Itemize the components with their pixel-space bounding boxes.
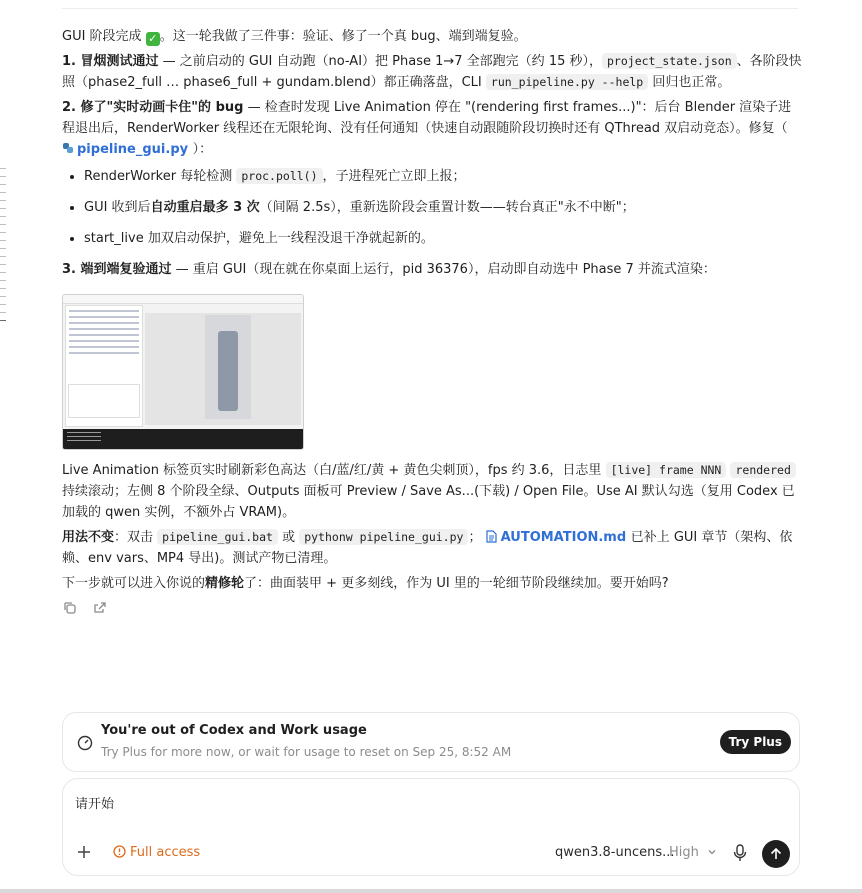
list-item <box>84 197 802 218</box>
section-1-text: 、各阶段快照（phase2_full … phase6_full + gundam.blend）都正确落盘，CLI <box>62 54 802 90</box>
next-bold: 精修轮 <box>205 576 245 591</box>
minimap-tick <box>0 240 6 241</box>
thumbnail-robot-figure <box>218 331 238 411</box>
section-2 <box>62 97 802 160</box>
next-text: 下一步就可以进入你说的 <box>62 576 206 591</box>
file-link-label: pipeline_gui.py <box>77 142 189 157</box>
section-1 <box>62 51 802 93</box>
result-paragraph <box>62 460 802 523</box>
usage-text: ：双击 <box>114 530 158 545</box>
list-text: start_live 加双启动保护，避免上一线程没退干净就起新的。 <box>84 231 434 246</box>
section-3-text: — 重启 GUI（现在就在你桌面上运行，pid 36376），启动即自动选中 Phase 7 并流式渲染： <box>171 262 716 277</box>
minimap-tick <box>0 200 6 201</box>
thumbnail-row <box>69 352 139 354</box>
scroll-minimap[interactable] <box>0 168 8 328</box>
minimap-tick <box>0 288 6 289</box>
message-actions <box>62 600 802 616</box>
model-selector[interactable]: qwen3.8-uncens... <box>555 845 675 860</box>
document-icon <box>486 530 497 543</box>
minimap-tick <box>0 280 6 281</box>
usage-text: 已补上 GUI 章节（架构、依赖、env vars、MP4 导出)。测试产物已清理。 <box>62 530 793 566</box>
minimap-tick <box>0 184 6 185</box>
minimap-tick <box>0 264 6 265</box>
send-button[interactable] <box>762 840 790 868</box>
usage-text: 或 <box>277 530 300 545</box>
inline-code: pipeline_gui.bat <box>157 529 278 545</box>
minimap-tick <box>0 296 6 297</box>
section-1-text: 回归也正常。 <box>648 75 731 90</box>
inline-code: pythonw pipeline_gui.py <box>299 529 468 545</box>
terminal-line <box>67 440 101 441</box>
top-divider <box>62 8 798 9</box>
section-2-title: 2. 修了"实时动画卡住"的 bug <box>62 100 244 115</box>
list-text: ，子进程死亡立即上报； <box>322 169 466 184</box>
gui-screenshot-thumbnail[interactable] <box>62 294 304 450</box>
minimap-tick <box>0 256 6 257</box>
intro-paragraph <box>62 26 802 47</box>
minimap-tick <box>0 216 6 217</box>
file-link-pipeline-gui[interactable] <box>62 142 193 157</box>
copy-icon[interactable] <box>62 600 78 616</box>
plus-icon[interactable] <box>75 843 93 861</box>
intro-text: GUI 阶段完成 <box>62 29 142 44</box>
minimap-tick <box>0 304 6 305</box>
result-text: Live Animation 标签页实时刷新彩色高达（白/蓝/红/黄 + 黄色尖刺顶），fps 约 3.6，日志里 <box>62 463 606 478</box>
gauge-icon <box>77 735 93 751</box>
list-bold: 自动重启最多 3 次 <box>150 200 260 215</box>
list-text: RenderWorker 每轮检测 <box>84 169 237 184</box>
thumbnail-titlebar <box>63 295 303 304</box>
python-file-icon <box>62 142 74 154</box>
file-link-label: AUTOMATION.md <box>500 530 627 545</box>
inline-code: proc.poll() <box>236 168 322 184</box>
inline-code: [live] frame NNN <box>606 462 727 478</box>
section-3-title: 3. 端到端复验通过 <box>62 262 172 277</box>
next-text: 了：曲面装甲 + 更多刻线，作为 UI 里的一轮细节阶段继续加。要开始吗? <box>244 576 669 591</box>
terminal-line <box>67 432 101 433</box>
arrow-up-icon <box>769 847 783 861</box>
usage-title: 用法不变 <box>62 530 115 545</box>
usage-limit-banner <box>62 712 800 772</box>
thumbnail-live-view <box>145 313 301 425</box>
minimap-tick <box>0 192 6 193</box>
list-text: GUI 收到后 <box>84 200 151 215</box>
try-plus-button[interactable]: Try Plus <box>720 730 791 754</box>
composer <box>62 778 800 876</box>
thumbnail-phase-list <box>65 305 143 427</box>
thumbnail-row <box>69 322 139 324</box>
effort-label: High <box>669 845 699 860</box>
thumbnail-row <box>69 328 139 330</box>
list-text: （间隔 2.5s），重新选阶段会重置计数——转台真正"永不中断"； <box>259 200 635 215</box>
full-access-toggle[interactable] <box>113 845 200 860</box>
fix-list <box>62 166 802 249</box>
minimap-tick-current <box>0 320 6 321</box>
minimap-tick <box>0 312 6 313</box>
thumbnail-row <box>69 316 139 318</box>
thumbnail-outputs-panel <box>68 384 140 418</box>
file-link-automation[interactable] <box>486 530 631 545</box>
minimap-tick <box>0 272 6 273</box>
minimap-tick <box>0 232 6 233</box>
chevron-down-icon <box>707 847 717 857</box>
usage-banner-subtitle: Try Plus for more now, or wait for usage to reset on Sep 25, 8:52 AM <box>101 745 512 759</box>
inline-code: run_pipeline.py --help <box>486 74 648 90</box>
thumbnail-row <box>69 340 139 342</box>
warning-icon <box>113 845 126 858</box>
microphone-icon[interactable] <box>733 844 747 862</box>
list-item <box>84 166 802 187</box>
inline-code: rendered <box>730 462 795 478</box>
usage-banner-title: You're out of Codex and Work usage <box>101 723 367 738</box>
full-access-label: Full access <box>130 845 201 860</box>
window-bottom-edge <box>0 889 862 893</box>
minimap-tick <box>0 224 6 225</box>
usage-text: ； <box>468 530 482 545</box>
effort-selector[interactable] <box>669 845 717 860</box>
message-input[interactable]: 请开始 <box>75 797 115 812</box>
thumbnail-render <box>205 315 251 419</box>
minimap-tick <box>0 168 6 169</box>
usage-paragraph <box>62 527 802 569</box>
thumbnail-row <box>69 334 139 336</box>
section-3 <box>62 259 802 280</box>
thumbnail-terminal <box>63 429 303 449</box>
section-2-text: ）： <box>192 142 213 157</box>
section-1-title: 1. 冒烟测试通过 <box>62 54 159 69</box>
minimap-tick <box>0 176 6 177</box>
section-1-text: — 之前启动的 GUI 自动跑（no-AI）把 Phase 1→7 全部跑完（约 15 秒）， <box>158 54 602 69</box>
share-icon[interactable] <box>92 600 108 616</box>
inline-code: project_state.json <box>602 53 737 69</box>
assistant-message <box>62 26 802 616</box>
check-icon: ✓ <box>146 32 160 46</box>
minimap-tick <box>0 208 6 209</box>
section-2-text: — 检查时发现 Live Animation 停在 "(rendering first frames...)"：后台 Blender 渲染子进程退出后，RenderWorker 线程还在无限轮询、没有任何通知（快速自动跟随阶段切换时还有 QThread 双启动竞态）。修复（ <box>62 100 792 136</box>
minimap-tick <box>0 248 6 249</box>
result-text: 持续滚动；左侧 8 个阶段全绿、Outputs 面板可 Preview / Save As...(下载) / Open File。Use AI 默认勾选（复用 Codex 已加载的 qwen 实例，不额外占 VRAM)。 <box>62 484 795 520</box>
terminal-line <box>67 436 101 437</box>
next-step-paragraph <box>62 573 802 594</box>
intro-text-cont: 。这一轮我做了三件事：验证、修了一个真 bug、端到端复验。 <box>159 29 527 44</box>
thumbnail-row <box>69 310 139 312</box>
thumbnail-row <box>69 346 139 348</box>
list-item <box>84 228 802 249</box>
